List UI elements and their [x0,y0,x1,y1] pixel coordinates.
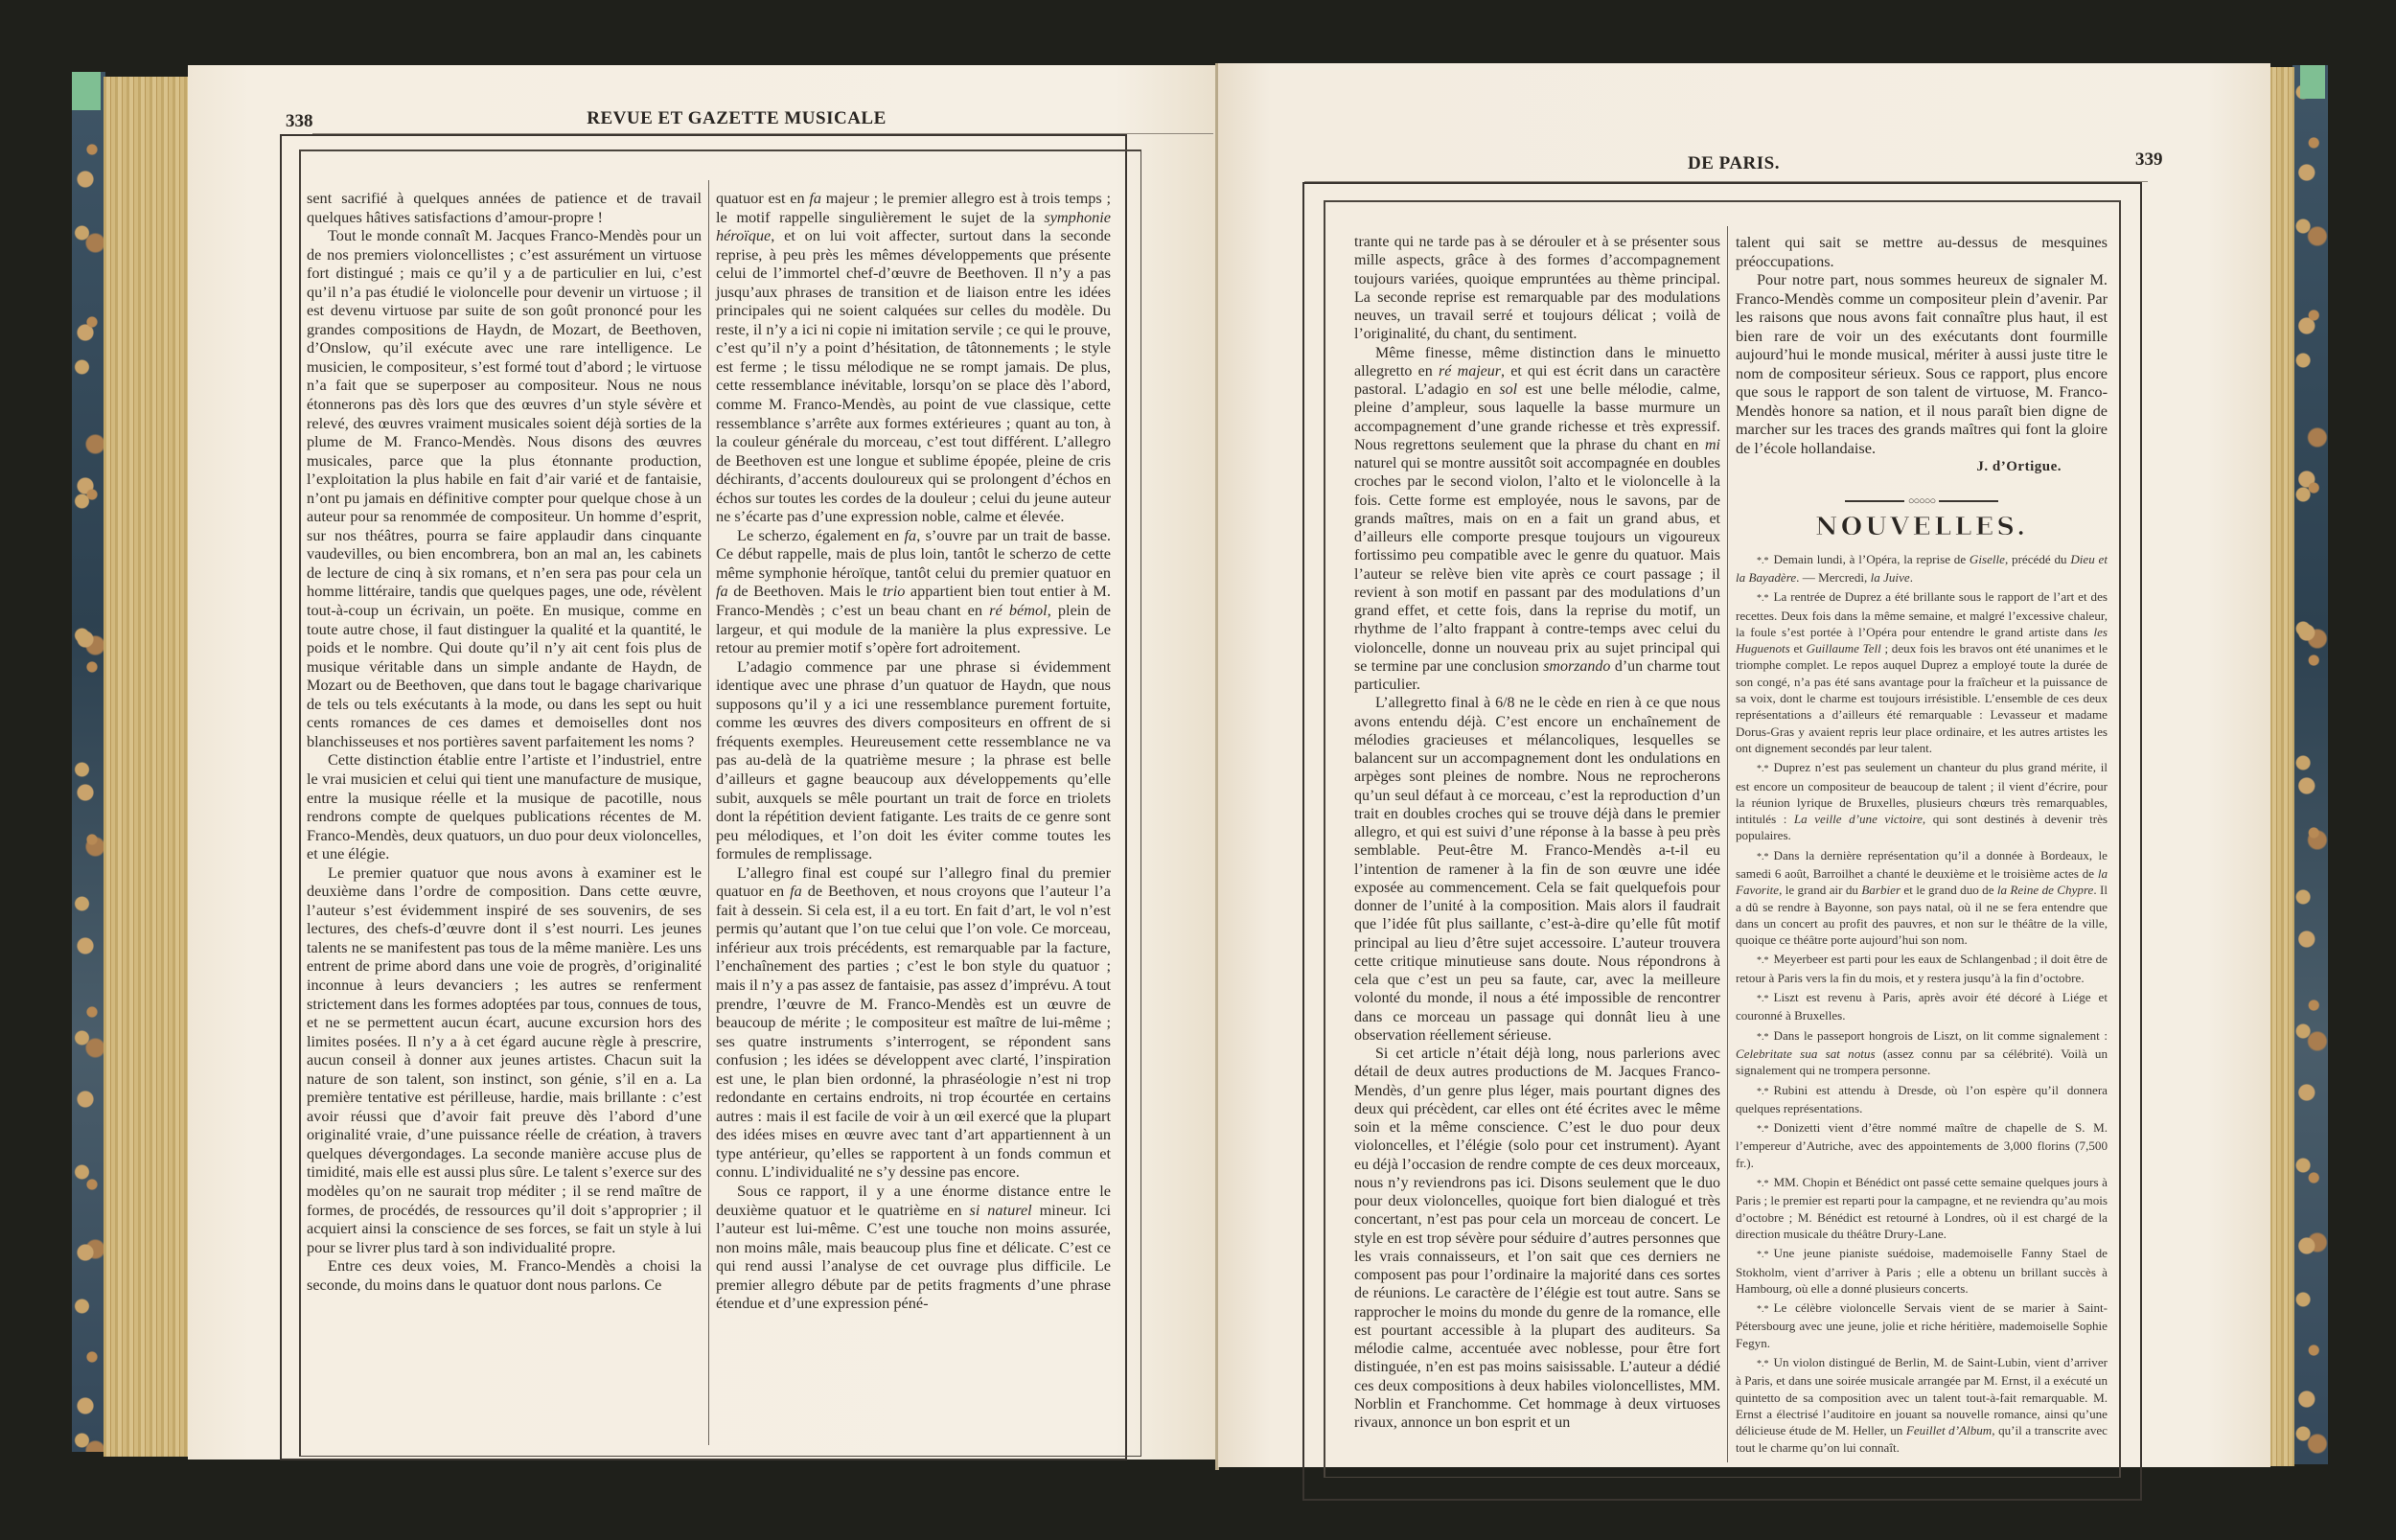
news-item [1736,759,2108,843]
news-item [1736,847,2108,949]
page-stack-right [2269,67,2294,1466]
paragraph: Le scherzo, également en fa, s’ouvre par un trait de basse. Ce début rappelle, mais de plus loin, tantôt le scherzo de cette même symphonie héroïque, tantôt celui du premier quatuor en fa de Beethoven. Mais le trio appartient bien tout entier à M. Franco-Mendès ; c’est un beau chant en ré bémol, plein de largeur, et qui module de la manière la plus expressive. Le retour au premier motif s’opère fort adroitement. [716,525,1111,657]
author-signature: J. d’Ortigue. [1976,458,2062,474]
news-item [1736,1027,2108,1079]
news-marker-asterism: *.* [1757,994,1769,1005]
running-head-left: REVUE ET GAZETTE MUSICALE [587,108,887,128]
news-item-text: Donizetti vient d’être nommé maître de chapelle de S. M. l’empereur d’Autriche, avec des appointements de 3,000 florins (7,500 fr.). [1736,1120,2108,1170]
page-stack-left [104,77,192,1457]
news-item-text: Duprez n’est pas seulement un chanteur du plus grand mérite, il est encore un compositeur de beaucoup de talent ; il vient d’écrire, pour la réunion lyrique de Bruxelles, plusieurs chœurs très remarquables, intitulés : La veille d’une victoire, qui sont destinés à devenir très populaires. [1736,760,2108,843]
news-list [1736,551,2108,1456]
paragraph: sent sacrifié à quelques années de patience et de travail quelques hâtives satisfactions d’amour-propre ! [307,189,702,226]
news-marker-asterism: *.* [1757,1086,1769,1097]
news-item-text: Meyerbeer est parti pour les eaux de Schlangenbad ; il doit être de retour à Paris vers la fin du mois, et y restera jusqu’à la fin d’octobre. [1736,952,2108,985]
right-page-column-1 [1354,233,1720,1432]
news-marker-asterism: *.* [1757,1031,1769,1043]
news-item [1736,1119,2108,1171]
news-marker-asterism: *.* [1757,1124,1769,1136]
news-item [1736,1082,2108,1117]
news-item-text: Le célèbre violoncelle Servais vient de se marier à Saint-Pétersbourg avec une jeune, jolie et riche héritière, mademoiselle Sophie Fegyn. [1736,1300,2108,1350]
news-item-text: Dans la dernière représentation qu’il a donnée à Bordeaux, le samedi 6 août, Barroilhet a chanté le deuxième et le troisième actes de la Favorite, le grand air du Barbier et le grand duo de la Reine de Chypre. Il a dû se rendre à Bayonne, son pays natal, où il ne se fera entendre que dans un concert au profit des pauvres, et non sur le théâtre de la ville, quoique ce théâtre porte aujourd’hui son nom. [1736,847,2108,948]
column-separator [1727,226,1728,1462]
news-item-text: Une jeune pianiste suédoise, mademoiselle Fanny Stael de Stokholm, vient d’arriver à Paris ; elle a obtenu un brillant succès à Hambourg, où elle a donné plusieurs concerts. [1736,1246,2108,1296]
left-page [188,65,1218,1460]
paragraph: Tout le monde connaît M. Jacques Franco-Mendès pour un de nos premiers violoncellistes ; c’est assurément un virtuose fort distingué ; mais ce qu’il y a de particulier en lui, c’est qu’il n’a pas étudié le violoncelle pour devenir un virtuose ; il est devenu virtuose par suite de son goût prononcé pour les grandes compositions de Haydn, de Mozart, de Beethoven, d’Onslow, qu’il exécute avec une rare intelligence. Le musicien, le compositeur, s’est formé tout d’abord ; le virtuose n’a fait que se superposer au compositeur. Nous ne nous étonnerons pas dès lors que des œuvres d’un style sévère et relevé, des œuvres vraiment musicales soient déjà sorties de la plume de M. Franco-Mendès. Nous disons des œuvres musicales, parce que la plus étonnante production, l’exploitation la plus habile en fait d’air varié et de fantaisie, n’ont pu jamais en définitive compter pour quelque chose à un auteur pour sa renommée de compositeur. Un homme d’esprit, sur nos théâtres, pourra se faire applaudir dans cinquante vaudevilles, ou bien encombrera, bon an mal an, les cabinets de lecture de cinq à six romans, et n’en sera pas pour cela un homme littéraire, tandis que quelques pages, une ode, révèlent tout-à-coup un écrivain, un poëte. En musique, comme en toute autre chose, il faut distinguer la qualité et la quantité, le poids et le nombre. Qui doute qu’il n’y ait cent fois plus de musique véritable dans un simple andante de Haydn, de Mozart ou de Beethoven, que dans tout le bagage charivarique de tels ou tels exécutants à la mode, ou dans les sept ou huit cents romances de ces dames et demoiselles dont nos blanchisseuses et nos portières savent parfaitement les noms ? [307,226,702,750]
news-item-text: La rentrée de Duprez a été brillante sous le rapport de l’art et des recettes. Deux fois dans la même semaine, et malgré l’excessive chaleur, la foule s’est portée à l’Opéra pour entendre le grand artiste dans les Huguenots et Guillaume Tell ; deux fois les bravos ont été unanimes et le triomphe complet. Le repos auquel Duprez a employé toute la durée de son congé, n’a pas été sans avantage pour la fraîcheur et la puissance de sa voix, dont le charme est toujours irrésistible. L’ensemble de ces deux représentations a d’ailleurs été remarquable : Levasseur et madame Dorus-Gras y avaient repris leur place ordinaire, et les autres artistes les ont dignement secondés par leur talent. [1736,589,2108,755]
news-marker-asterism: *.* [1757,764,1769,775]
paragraph: Sous ce rapport, il y a une énorme distance entre le deuxième quatuor et le quatrième en si naturel mineur. Ici l’auteur est lui-même. C’est une touche non moins assurée, non moins mâle, mais beaucoup plus fine et délicate. C’est ce qui rend aussi l’analyse de cet ouvrage plus difficile. Le premier allegro débute par de petits fragments d’une phrase étendue et d’une expression péné- [716,1181,1112,1313]
news-item-text: MM. Chopin et Bénédict ont passé cette semaine quelques jours à Paris ; le premier est reparti pour la campagne, et ne reviendra qu’au mois d’octobre ; M. Bénédict est retourné à Londres, où il est chargé de la direction musicale du théâtre Drury-Lane. [1736,1175,2108,1241]
news-item-text: Rubini est attendu à Dresde, où l’on espère qu’il donnera quelques représentations. [1736,1082,2108,1115]
paragraph: Cette distinction établie entre l’artiste et l’industriel, entre le vrai musicien et celui qui tient une manufacture de musique, entre la musique réelle et la musique de pacotille, nous rendrons compte de quelques publications récentes de M. Franco-Mendès, deux quatuors, un duo pour deux violoncelles, et une élégie. [307,750,702,863]
news-item [1736,1245,2108,1297]
right-page-column-2 [1736,233,2108,1459]
paragraph: talent qui sait se mettre au-dessus de mesquines préoccupations. [1736,233,2108,270]
paragraph: Même finesse, même distinction dans le minuetto allegretto en ré majeur, et qui est écrit dans un caractère pastoral. L’adagio en sol est une belle mélodie, calme, pleine d’ampleur, sous laquelle la basse murmure un accompagnement d’une grande richesse et très expressif. Nous regrettons seulement que la phrase du chant en mi naturel qui se montre aussitôt soit accompagnée en doubles croches par le second violon, l’alto et le violoncelle à la fois. Cette forme est employée, nous le savons, par de grands maîtres, mais on en a fait un grand abus, et d’ailleurs elle comporte presque toujours un vigoureux fortissimo peu compatible avec le genre du quatuor. Mais l’auteur se relève bien vite après ce court passage ; il revient à son motif en passant par des modulations d’un grand effet, et cette fois, dans la reprise du motif, un rhythme de l’alto frappant à contre-temps avec celui du violoncelle, donne un nouveau prix au sujet principal qui se termine par une conclusion smorzando d’un charme tout particulier. [1354,344,1721,693]
news-item [1736,551,2108,586]
news-item-text: Liszt est revenu à Paris, après avoir été décoré à Liége et couronné à Bruxelles. [1736,990,2108,1023]
news-marker-asterism: *.* [1757,593,1769,605]
news-item [1736,1354,2108,1456]
cover-corner-green [72,72,101,110]
section-ornament [1845,495,1998,507]
column-separator [708,180,709,1445]
page-number-right: 339 [2135,149,2163,170]
news-marker-asterism: *.* [1757,555,1769,566]
running-head-right: DE PARIS. [1688,153,1780,173]
news-marker-asterism: *.* [1757,1359,1769,1370]
news-heading: NOUVELLES. [1814,513,2029,542]
paragraph: Le premier quatuor que nous avons à examiner est le deuxième dans l’ordre de composition. Dans cette œuvre, l’auteur s’est évidemment inspiré de ses souvenirs, de ses lectures, des chefs-d’œuvre dont il s’est nourri. Les jeunes talents ne se manifestent pas tous de la même manière. Les uns entrent de prime abord dans une voie de progrès, d’originalité inconnue à leurs devanciers ; les autres se renferment strictement dans les formes adoptées par tous, connues de tous, et ne se permettent aucun écart, aucune excursion hors des limites posées. Il n’y a à cet égard aucune règle à prescrire, aucun conseil à donner aux jeunes artistes. Chacun suit la nature de son talent, son instinct, son génie, s’il en a. La première tentative est périlleuse, hardie, mais brillante : c’est avoir réussi que d’avoir fait preuve dès l’abord d’une originalité vraie, d’une puissance réelle de création, à travers quelques dévergondages. La seconde manière accuse plus de timidité, mais elle est aussi plus sûre. Le talent s’exerce sur des modèles qu’on ne saurait trop méditer ; il se rend maître de formes, de procédés, de ressources qu’il doit s’approprier ; il acquiert ainsi la conscience de ses forces, se fait un style à lui pour se livrer plus tard à son individualité propre. [307,862,702,1256]
news-item [1736,989,2108,1024]
ornament-rule-left [1845,500,1904,502]
news-marker-asterism: *.* [1757,955,1769,967]
book-cover-right-edge [2292,65,2328,1464]
cover-corner-green [2300,65,2325,99]
news-item [1736,588,2108,756]
news-marker-asterism: *.* [1757,1250,1769,1261]
article-conclusion [1736,233,2108,458]
news-item [1736,1299,2108,1351]
paragraph: L’adagio commence par une phrase si évidemment identique avec une phrase d’un quatuor de Haydn, que nous supposons qu’il y a ici une ressemblance purement fortuite, comme les œuvres des divers compositeurs en offrent de si fréquents exemples. Heureusement cette ressemblance ne va pas au-delà de la quatrième mesure ; la phrase est belle d’ailleurs et gagne beaucoup aux développements qu’elle subit, auxquels se mêle pourtant un trait de force en triolets dont la répétition devient fatigante. Les traits de ce genre sont peu mélodiques, et l’on doit les éviter comme toutes les formules de remplissage. [716,656,1111,863]
paragraph: L’allegro final est coupé sur l’allegro final du premier quatuor en fa de Beethoven, et nous croyons que l’auteur l’a fait à dessein. Si cela est, il a eu tort. En fait d’art, le vol n’est permis qu’autant que l’on tue celui que l’on vole. Ce morceau, inférieur aux trois précédents, est remarquable par la facture, l’enchaînement des parties ; c’est le bon style du quatuor ; mais il n’y a pas assez de fantaisie, pas assez d’imprévu. A tout prendre, l’œuvre de M. Franco-Mendès est un œuvre de beaucoup de mérite ; le compositeur est maître de lui-même ; ses quatre instruments s’interrogent, se répondent sans confusion ; les idées se développent avec clarté, l’inspiration est une, le plan bien ordonné, la phraséologie n’est ni trop redondante en certains endroits, ni trop écourtée en certains autres : mais il est facile de voir à un œil exercé que la plupart des idées mises en œuvre avec tant d’art appartiennent à un type antérieur, qu’elles se rapportent à un fonds commun et connu. L’individualité ne s’y dessine pas encore. [716,862,1111,1182]
news-marker-asterism: *.* [1757,1179,1769,1190]
news-item [1736,951,2108,986]
news-item-text: Demain lundi, à l’Opéra, la reprise de Giselle, précédé du Dieu et la Bayadère. — Mercredi, la Juive. [1736,551,2108,585]
page-number-left: 338 [286,111,313,131]
news-marker-asterism: *.* [1757,1304,1769,1316]
left-page-column-1 [307,189,702,1294]
paragraph: Entre ces deux voies, M. Franco-Mendès a choisi la seconde, du moins dans le quatuor dont nous parlons. Ce [307,1256,702,1294]
ornament-rule-right [1939,500,1998,502]
left-page-column-2 [716,189,1111,1313]
paragraph: quatuor est en fa majeur ; le premier allegro est à trois temps ; le motif rappelle singulièrement le sujet de la symphonie héroïque, et on lui voit affecter, surtout dans la seconde reprise, à peu près les mêmes développements que présente celui de l’immortel chef-d’œuvre de Beethoven. Il n’y a pas jusqu’aux phrases de transition et de liaison entre les idées principales qui ne soient calquées sur celles du modèle. Du reste, il n’y a ici ni copie ni imitation servile ; ce qui le prouve, c’est qu’il n’y a point d’hésitation, de tâtonnements ; le style est ferme ; le tissu mélodique ne se rompt jamais. De plus, cette ressemblance inévitable, lorsqu’on se place dès l’abord, comme M. Franco-Mendès, au point de vue classique, cette ressemblance s’arrête aux formes extérieures ; quant au ton, à la couleur générale du morceau, c’est tout différent. L’allegro de Beethoven est une longue et sublime épopée, pleine de cris déchirants, d’accents douloureux qui se prolongent d’échos en échos sur toutes les cordes de la douleur ; celui du jeune auteur ne s’écarte pas d’une expression noble, calme et élevée. [716,189,1111,526]
paragraph: Pour notre part, nous sommes heureux de signaler M. Franco-Mendès comme un compositeur plein d’avenir. Par les raisons que nous avons fait connaître plus haut, il est bien rare de voir un des exécutants dont fourmille aujourd’hui le monde musical, mériter à aussi juste titre le nom de compositeur sérieux. Sous ce rapport, plus encore que sous le rapport de son talent de virtuose, M. Franco-Mendès honore sa nation, et il nous paraît bien digne de marcher sur les traces des grands maîtres qui font la gloire de l’école hollandaise. [1736,270,2108,458]
paragraph: trante qui ne tarde pas à se dérouler et à se présenter sous mille aspects, grâce à des formes d’accompagnement toujours variées, quoique empruntées au thème principal. La seconde reprise est remarquable par des modulations neuves, un travail serré et toujours délicat ; voilà de l’originalité, du chant, du sentiment. [1354,234,1720,343]
right-page [1218,63,2270,1467]
news-marker-asterism: *.* [1757,851,1769,862]
news-item [1736,1174,2108,1242]
paragraph: Si cet article n’était déjà long, nous parlerions avec détail de deux autres productions de M. Jacques Franco-Mendès, d’un genre plus léger, mais pourtant dignes des deux qui précèdent, car elles ont été écrites avec le même soin et la même conscience. C’est le duo pour deux violoncelles, et l’élégie (solo pour cet instrument). Ayant eu déjà l’occasion de rendre compte de ces deux morceaux, nous n’y reviendrons pas ici. Disons seulement que le duo pour deux violoncelles, quoique fort bien dialogué et très concertant, n’est pas pour cela un morceau de concert. Le style en est trop sévère pour séduire d’autres personnes que les vrais connaisseurs, et l’on sait que ces derniers ne composent pas pour l’ordinaire la majorité dans ces sortes de réunions. Le caractère de l’élégie est tout autre. Sans se rapprocher le moins du monde du genre de la romance, elle est pourtant accessible à la plupart des auditeurs. Sa mélodie calme, accentuée avec noblesse, pour être fort distinguée, n’en est pas moins saisissable. L’auteur a dédié ces deux compositions à deux habiles violoncellistes, MM. Norblin et Franchomme. Cet hommage à deux virtuoses rivaux, annonce un bon esprit et un [1354,1046,1720,1431]
book-cover-left-edge [72,72,105,1452]
paragraph: L’allegretto final à 6/8 ne le cède en rien à ce que nous avons entendu déjà. C’est encore un enchaînement de mélodies gracieuses et mélancoliques, lesquelles se balancent sur un accompagnement dont les ondulations en arpèges sont pleines de nombre. Nous ne reprocherons qu’un seul défaut à ce morceau, c’est la reproduction d’un trait en doubles croches qui se trouve déjà dans le premier allegro, et qui est suivi d’une réponse à la basse à peu près semblable. Peut-être M. Franco-Mendès a-t-il eu l’intention de ramener à la fin de son œuvre une idée exposée au commencement. Cela se fait quelquefois pour donner de l’unité à la composition. Mais alors il faudrait que l’idée fût plus saillante, c’est-à-dire qu’elle fût motif principal au lieu d’être sujet accessoire. L’auteur trouvera cette critique minutieuse sans doute. Nous répondrons à cela que c’est un peu sa faute, car, avec la meilleure volonté du monde, il nous a été impossible de rencontrer dans ce morceau un passage qui donnât lieu à une observation réellement sérieuse. [1354,695,1720,1044]
ornament-dots: ○○○○○ [1907,495,1936,508]
news-item-text: Dans le passeport hongrois de Liszt, on lit comme signalement : Celebritate sua sat notus (assez connu par sa célébrité). Voilà un signalement qui ne trompera personne. [1736,1027,2108,1078]
news-item-text: Un violon distingué de Berlin, M. de Saint-Lubin, vient d’arriver à Paris, et dans une soirée musicale arrangée par M. Ernst, il a exécuté un quintetto de sa composition avec un talent tout-à-fait remarquable. M. Ernst a électrisé l’auditoire en jouant sa nouvelle romance, ainsi qu’une délicieuse étude de M. Heller, un Feuillet d’Album, qu’il a transcrite avec tout le charme qu’on lui connaît. [1736,1355,2108,1455]
